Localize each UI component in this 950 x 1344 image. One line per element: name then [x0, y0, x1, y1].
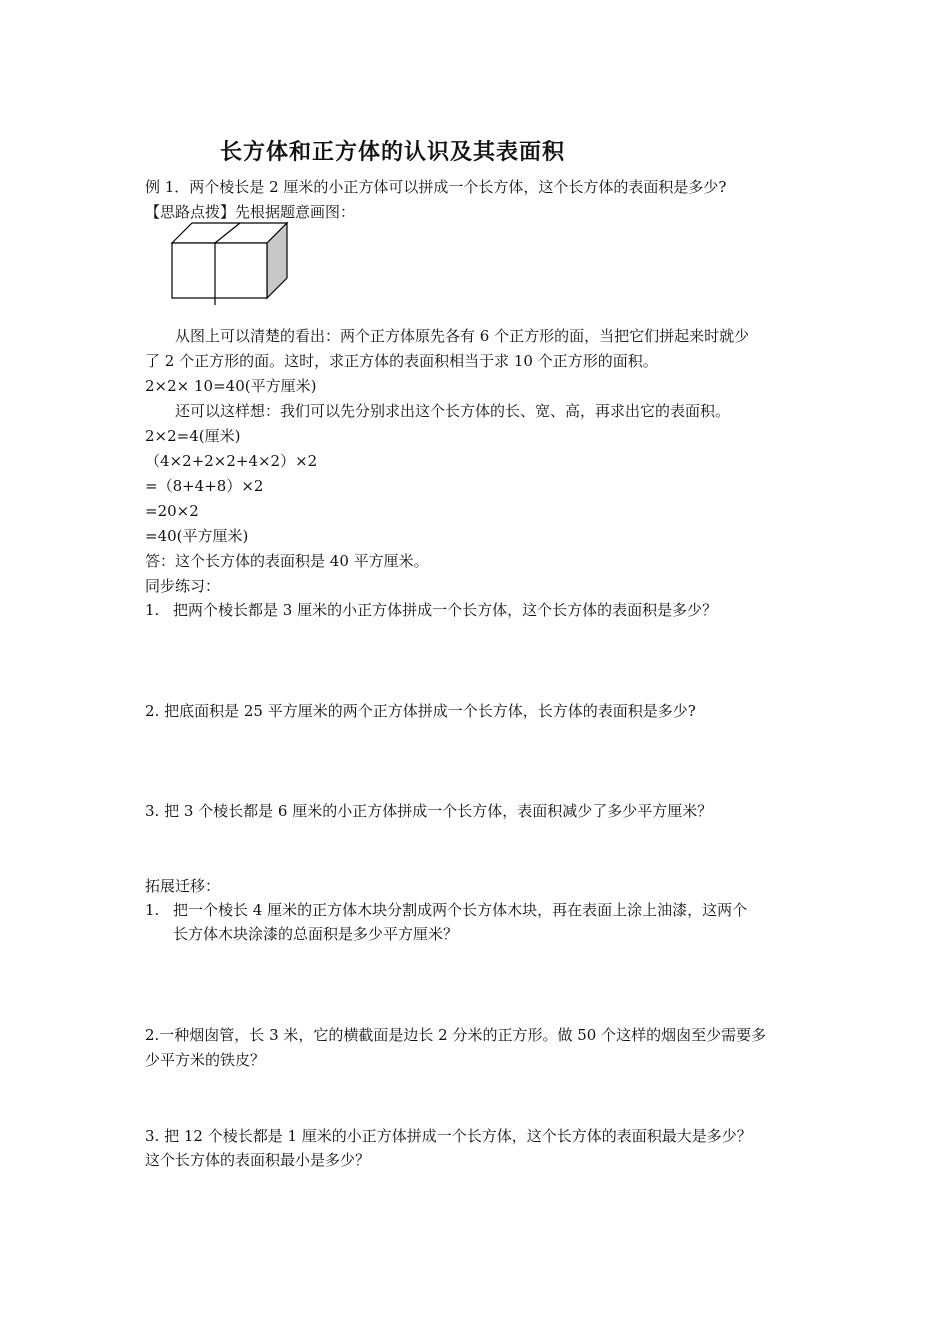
practice-question-1: [145, 600, 717, 620]
cuboid-front-face: [172, 243, 267, 298]
practice-heading: 同步练习：: [145, 577, 221, 595]
cuboid-figure: [165, 215, 295, 307]
extension-question-2b: 少平方米的铁皮？: [145, 1051, 266, 1069]
extension-heading: 拓展迁移：: [145, 877, 221, 895]
extension-question-1-text: 把一个棱长 4 厘米的正方体木块分割成两个长方体木块，再在表面上涂上油漆，这两个: [173, 901, 748, 919]
calc-3: （4×2+2×2+4×2）×2: [145, 452, 318, 470]
practice-question-1-number: 1.: [145, 601, 160, 619]
explanation-1b: 了 2 个正方形的面。这时，求正方体的表面积相当于求 10 个正方形的面积。: [145, 352, 658, 370]
calc-6: =40(平方厘米): [145, 527, 249, 545]
example-answer: 答：这个长方体的表面积是 40 平方厘米。: [145, 552, 429, 570]
example-question: 例 1．两个棱长是 2 厘米的小正方体可以拼成一个长方体，这个长方体的表面积是多少?: [145, 178, 727, 196]
extension-question-1a: [145, 900, 747, 920]
extension-question-3b: 这个长方体的表面积最小是多少？: [145, 1151, 371, 1169]
calc-2: 2×2=4(厘米): [145, 427, 241, 445]
practice-question-2: 2. 把底面积是 25 平方厘米的两个正方体拼成一个长方体，长方体的表面积是多少?: [145, 702, 696, 720]
calc-5: =20×2: [145, 502, 199, 520]
calc-1: 2×2× 10=40(平方厘米): [145, 377, 317, 395]
practice-question-3: 3. 把 3 个棱长都是 6 厘米的小正方体拼成一个长方体，表面积减少了多少平方厘米？: [145, 802, 713, 820]
extension-question-3a: 3. 把 12 个棱长都是 1 厘米的小正方体拼成一个长方体，这个长方体的表面积最大是多少？: [145, 1127, 752, 1145]
extension-question-2a: 2.一种烟囱管，长 3 米，它的横截面是边长 2 分米的正方形。做 50 个这样的烟囱至少需要多: [145, 1026, 767, 1044]
page-title: 长方体和正方体的认识及其表面积: [220, 140, 566, 165]
extension-question-1-number: 1.: [145, 901, 160, 919]
example-hint: 【思路点拨】先根据题意画图：: [145, 203, 356, 221]
practice-question-1-text: 把两个棱长都是 3 厘米的小正方体拼成一个长方体，这个长方体的表面积是多少？: [173, 601, 718, 619]
explanation-1a: 从图上可以清楚的看出：两个正方体原先各有 6 个正方形的面，当把它们拼起来时就少: [175, 327, 750, 345]
explanation-2: 还可以这样想：我们可以先分别求出这个长方体的长、宽、高，再求出它的表面积。: [175, 402, 731, 420]
extension-question-1b: 长方体木块涂漆的总面积是多少平方厘米？: [173, 925, 459, 943]
calc-4: =（8+4+8）×2: [145, 477, 264, 495]
